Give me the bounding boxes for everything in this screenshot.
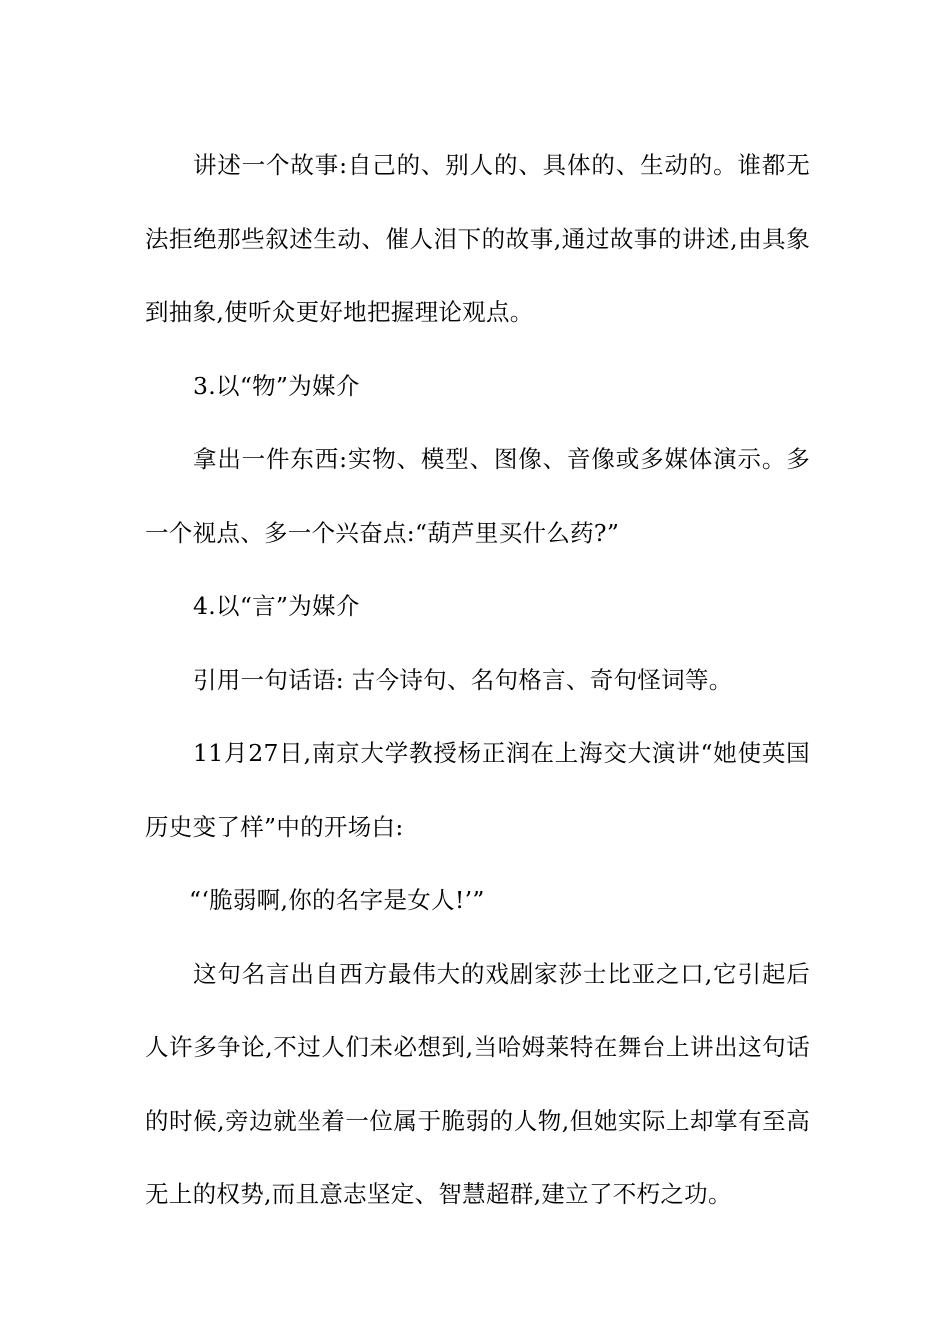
paragraph-shakespeare: 这句名言出自西方最伟大的戏剧家莎士比亚之口,它引起后人许多争论,不过人们未必想到,当哈姆莱特在舞台上讲出这句话的时候,旁边就坐着一位属于脆弱的人物,但她实际上却掌有至高无上的权势,而且意志坚定、智慧超群,建立了不朽之功。: [145, 959, 810, 1208]
paragraph-example: 11月27日,南京大学教授杨正润在上海交大演讲“她使英国历史变了样”中的开场白:: [145, 739, 810, 841]
heading-word-medium: 4.以“言”为媒介: [193, 592, 360, 620]
paragraph-object: 拿出一件东西:实物、模型、图像、音像或多媒体演示。多一个视点、多一个兴奋点:“葫芦里买什么药?”: [145, 445, 810, 547]
quotation: “‘脆弱啊,你的名字是女人!’”: [189, 886, 485, 914]
paragraph-quote-intro: 引用一句话语: 古今诗句、名句格言、奇句怪词等。: [193, 665, 733, 694]
document-body: [145, 129, 810, 1232]
paragraph-story: 讲述一个故事:自己的、别人的、具体的、生动的。谁都无法拒绝那些叙述生动、催人泪下的故事,通过故事的讲述,由具象到抽象,使听众更好地把握理论观点。: [145, 151, 810, 326]
heading-object-medium: 3.以“物”为媒介: [193, 371, 360, 400]
